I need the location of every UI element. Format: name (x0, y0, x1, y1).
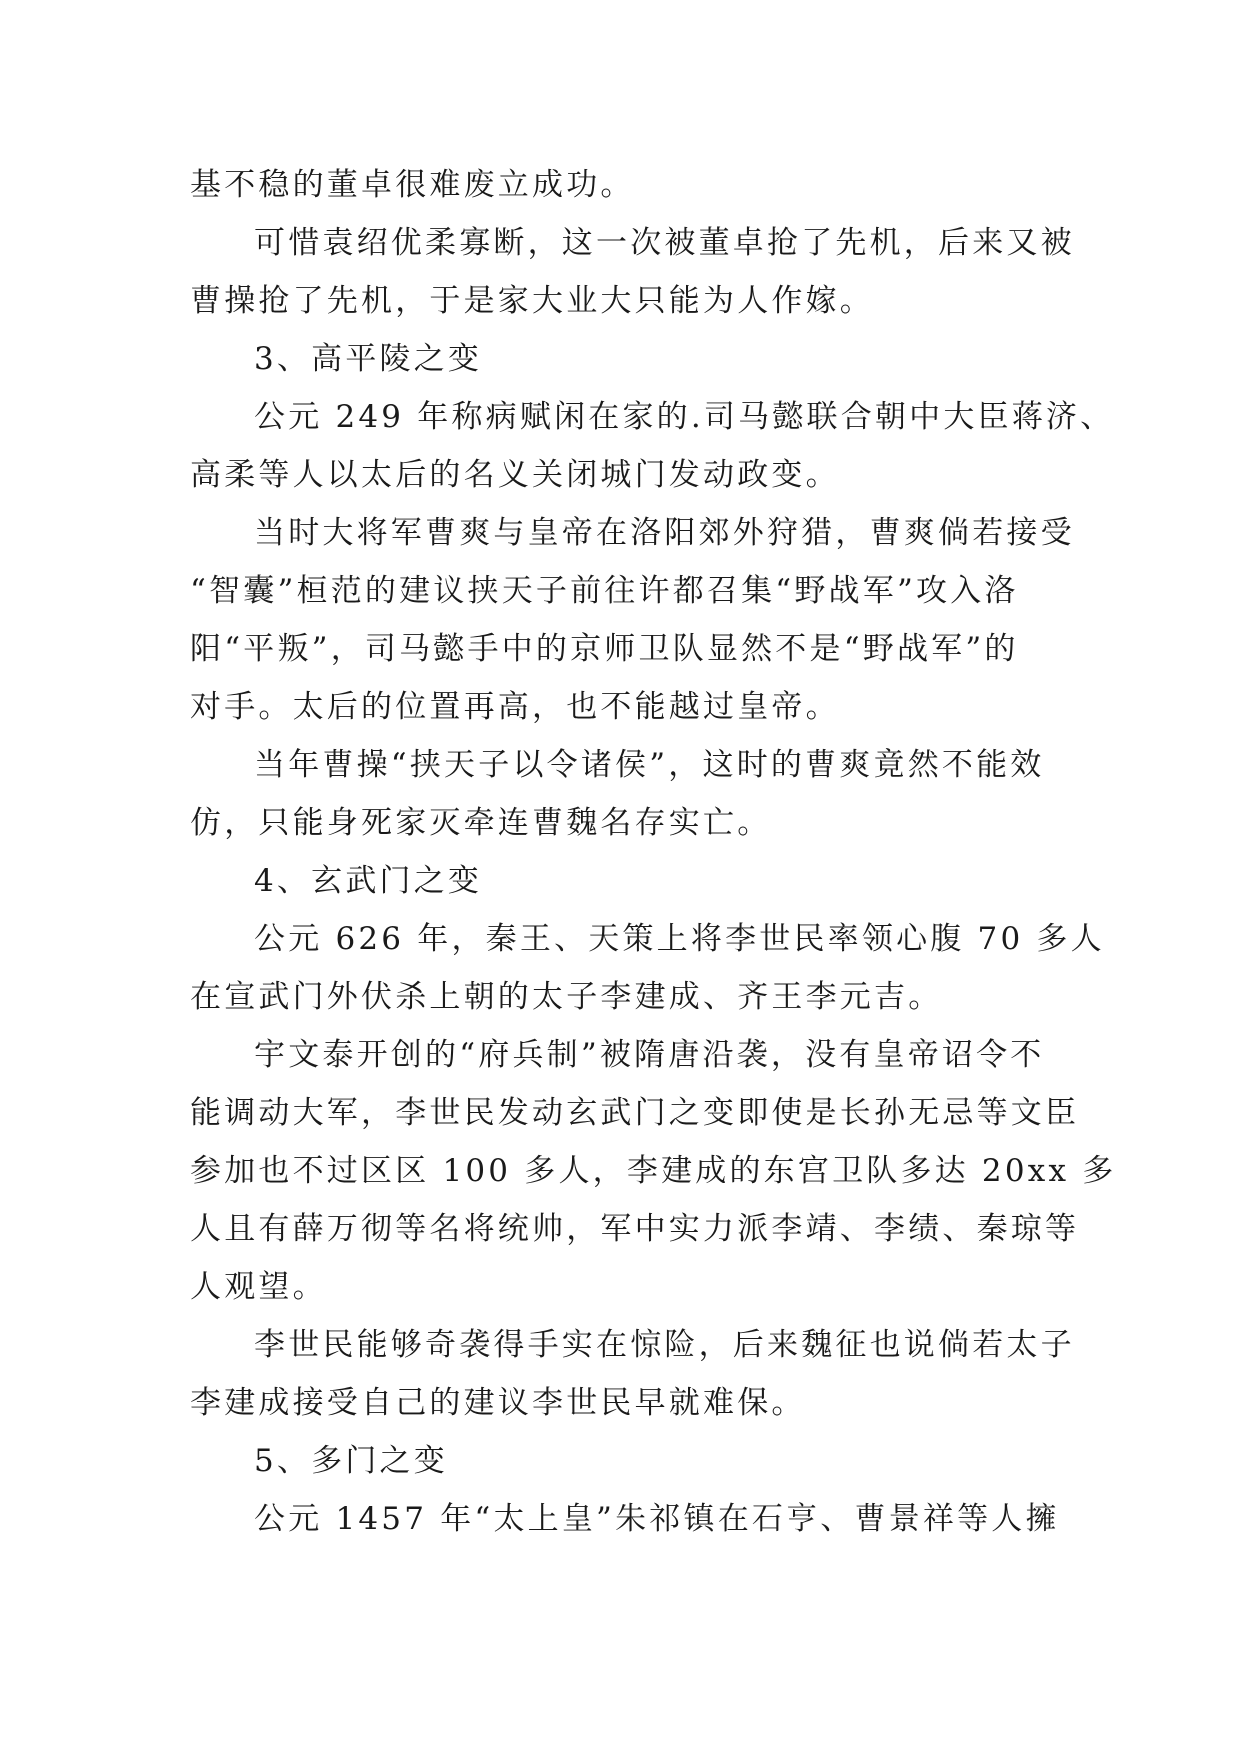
text-line: 能调动大军，李世民发动玄武门之变即使是长孙无忌等文臣 (190, 1095, 1080, 1131)
text-line: 当年曹操“挟天子以令诸侯”，这时的曹爽竟然不能效 (254, 747, 1045, 783)
text-line: 李世民能够奇袭得手实在惊险，后来魏征也说倘若太子 (254, 1327, 1075, 1363)
text-line: 阳“平叛”，司马懿手中的京师卫队显然不是“野战军”的 (190, 631, 1019, 667)
text-line: 当时大将军曹爽与皇帝在洛阳郊外狩猎，曹爽倘若接受 (254, 515, 1075, 551)
text-line: 3、高平陵之变 (254, 341, 483, 377)
text-line: 人观望。 (190, 1269, 327, 1305)
text-line: 公元 1457 年“太上皇”朱祁镇在石亨、曹景祥等人擁 (254, 1501, 1060, 1537)
text-line: 5、多门之变 (254, 1443, 448, 1479)
text-line: 李建成接受自己的建议李世民早就难保。 (190, 1385, 806, 1421)
text-line: 4、玄武门之变 (254, 863, 483, 899)
text-line: 参加也不过区区 100 多人，李建成的东宫卫队多达 20xx 多 (190, 1153, 1117, 1189)
document-body (190, 156, 1117, 1548)
text-line: 基不稳的董卓很难废立成功。 (190, 167, 635, 203)
text-line: 公元 626 年，秦王、天策上将李世民率领心腹 70 多人 (254, 921, 1105, 957)
text-line: 高柔等人以太后的名义关闭城门发动政变。 (190, 457, 840, 493)
text-line: “智囊”桓范的建议挟天子前往许都召集“野战军”攻入洛 (190, 573, 1019, 609)
text-line: 仿，只能身死家灭牵连曹魏名存实亡。 (190, 805, 772, 841)
text-line: 宇文泰开创的“府兵制”被隋唐沿袭，没有皇帝诏令不 (254, 1037, 1045, 1073)
text-line: 人且有薛万彻等名将统帅，军中实力派李靖、李绩、秦琼等 (190, 1211, 1080, 1247)
text-line: 曹操抢了先机，于是家大业大只能为人作嫁。 (190, 283, 874, 319)
text-line: 对手。太后的位置再高，也不能越过皇帝。 (190, 689, 840, 725)
text-line: 公元 249 年称病赋闲在家的.司马懿联合朝中大臣蒋济、 (254, 399, 1115, 435)
text-line: 在宣武门外伏杀上朝的太子李建成、齐王李元吉。 (190, 979, 943, 1015)
text-line: 可惜袁绍优柔寡断，这一次被董卓抢了先机，后来又被 (254, 225, 1075, 261)
